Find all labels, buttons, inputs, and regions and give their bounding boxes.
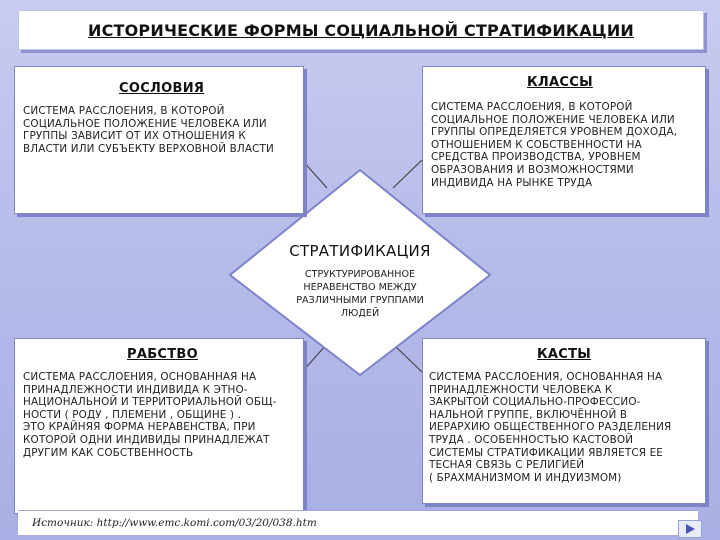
castes-line: ПРИНАДЛЕЖНОСТИ ЧЕЛОВЕКА К <box>429 383 613 396</box>
castes-line: ИЕРАРХИЮ ОБЩЕСТВЕННОГО РАЗДЕЛЕНИЯ <box>429 421 672 434</box>
next-slide-button[interactable] <box>678 520 702 538</box>
slavery-line: НАЦИОНАЛЬНОЙ И ТЕРРИТОРИАЛЬНОЙ ОБЩ- <box>23 396 277 409</box>
estates-line: ВЛАСТИ ИЛИ СУБЪЕКТУ ВЕРХОВНОЙ ВЛАСТИ <box>23 142 274 155</box>
connector-estates <box>302 160 327 188</box>
classes-line: ИНДИВИДА НА РЫНКЕ ТРУДА <box>431 176 593 189</box>
castes-box <box>422 338 706 504</box>
castes-description <box>429 371 671 484</box>
center-line: СТРУКТУРИРОВАННОЕ <box>304 269 416 280</box>
classes-title: КЛАССЫ <box>527 75 593 90</box>
source-footer <box>18 510 698 535</box>
castes-line: ТЕСНАЯ СВЯЗЬ С РЕЛИГИЕЙ <box>429 459 585 472</box>
classes-line: ГРУППЫ ОПРЕДЕЛЯЕТСЯ УРОВНЕМ ДОХОДА, <box>431 126 678 139</box>
page-title: ИСТОРИЧЕСКИЕ ФОРМЫ СОЦИАЛЬНОЙ СТРАТИФИКАЦИИ <box>87 20 634 40</box>
classes-line: СИСТЕМА РАССЛОЕНИЯ, В КОТОРОЙ <box>431 101 633 113</box>
estates-description <box>23 105 274 155</box>
source-text: Источник: http://www.emc.komi.com/03/20/038.htm <box>32 517 317 529</box>
castes-line: НАЛЬНОЙ ГРУППЕ, ВКЛЮЧЁННОЙ В <box>429 408 628 421</box>
center-line: ЛЮДЕЙ <box>340 308 380 319</box>
estates-title: СОСЛОВИЯ <box>119 81 205 96</box>
castes-line: СИСТЕМА РАССЛОЕНИЯ, ОСНОВАННАЯ НА <box>429 371 663 383</box>
castes-line: СИСТЕМЫ СТРАТИФИКАЦИИ ЯВЛЯЕТСЯ ЕЕ <box>429 446 663 459</box>
center-title: СТРАТИФИКАЦИЯ <box>289 242 431 260</box>
classes-box <box>422 66 706 214</box>
castes-line: ( БРАХМАНИЗМОМ И ИНДУИЗМОМ) <box>429 471 622 484</box>
castes-line: ЗАКРЫТОЙ СОЦИАЛЬНО-ПРОФЕССИО- <box>429 396 641 409</box>
classes-line: СРЕДСТВА ПРОИЗВОДСТВА, УРОВНЕМ <box>431 151 641 164</box>
slavery-title: РАБСТВО <box>127 347 198 362</box>
page-title-banner <box>18 10 704 50</box>
classes-description <box>431 101 677 189</box>
classes-line: СОЦИАЛЬНОЕ ПОЛОЖЕНИЕ ЧЕЛОВЕКА ИЛИ <box>431 113 675 126</box>
slavery-line: ПРИНАДЛЕЖНОСТИ ИНДИВИДА К ЭТНО- <box>23 383 248 396</box>
estates-line: СИСТЕМА РАССЛОЕНИЯ, В КОТОРОЙ <box>23 105 225 117</box>
estates-line: ГРУППЫ ЗАВИСИТ ОТ ИХ ОТНОШЕНИЯ К <box>23 130 246 143</box>
slavery-description <box>23 371 277 459</box>
center-description <box>275 268 445 320</box>
estates-line: СОЦИАЛЬНОЕ ПОЛОЖЕНИЕ ЧЕЛОВЕКА ИЛИ <box>23 117 267 130</box>
slavery-box <box>14 338 304 514</box>
play-triangle-icon <box>685 524 695 534</box>
classes-line: ОБРАЗОВАНИЯ И ВОЗМОЖНОСТЯМИ <box>431 163 634 176</box>
classes-line: ОТНОШЕНИЕМ К СОБСТВЕННОСТИ НА <box>431 138 642 151</box>
center-line: РАЗЛИЧНЫМИ ГРУППАМИ <box>296 295 424 306</box>
castes-line: ТРУДА . ОСОБЕННОСТЬЮ КАСТОВОЙ <box>429 433 634 446</box>
slavery-line: ДРУГИМ КАК СОБСТВЕННОСТЬ <box>23 446 194 459</box>
connector-slavery <box>302 344 327 372</box>
connector-castes <box>393 344 422 372</box>
slavery-line: НОСТИ ( РОДУ , ПЛЕМЕНИ , ОБЩИНЕ ) . <box>23 408 242 421</box>
castes-title: КАСТЫ <box>537 347 592 362</box>
estates-box <box>14 66 304 214</box>
center-line: НЕРАВЕНСТВО МЕЖДУ <box>303 282 417 293</box>
slavery-line: ЭТО КРАЙНЯЯ ФОРМА НЕРАВЕНСТВА, ПРИ <box>23 421 256 434</box>
slavery-line: СИСТЕМА РАССЛОЕНИЯ, ОСНОВАННАЯ НА <box>23 371 257 383</box>
slavery-line: КОТОРОЙ ОДНИ ИНДИВИДЫ ПРИНАДЛЕЖАТ <box>23 433 270 446</box>
connector-classes <box>393 160 422 188</box>
